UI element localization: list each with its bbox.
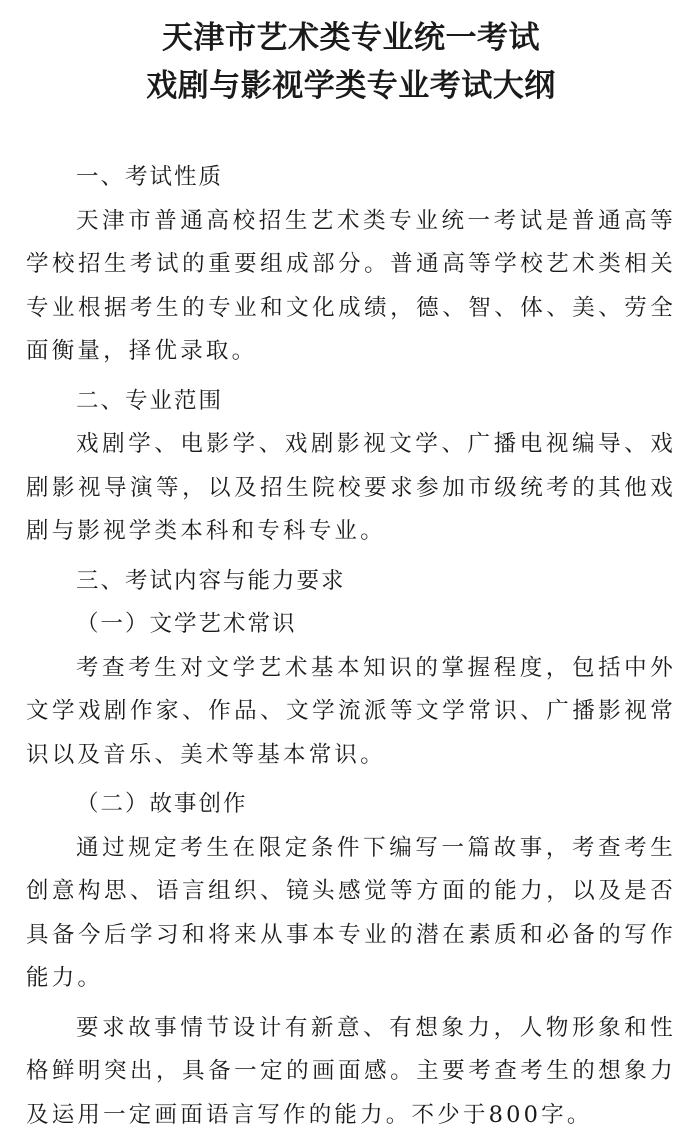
paragraph-literature: 考查考生对文学艺术基本知识的掌握程度，包括中外文学戏剧作家、作品、文学流派等文学常识、广播影视常识以及音乐、美术等基本常识。 [26, 647, 676, 778]
section-heading-content: 三、考试内容与能力要求 [26, 560, 676, 604]
paragraph-story-1: 通过规定考生在限定条件下编写一篇故事，考查考生创意构思、语言组织、镜头感觉等方面的能力，以及是否具备今后学习和将来从事本专业的潜在素质和必备的写作能力。 [26, 827, 676, 1001]
section-heading-nature: 一、考试性质 [26, 156, 676, 200]
paragraph-nature: 天津市普通高校招生艺术类专业统一考试是普通高等学校招生考试的重要组成部分。普通高等学校艺术类相关专业根据考生的专业和文化成绩，德、智、体、美、劳全面衡量，择优录取。 [26, 200, 676, 374]
paragraph-story-2: 要求故事情节设计有新意、有想象力，人物形象和性格鲜明突出，具备一定的画面感。主要考查考生的想象力及运用一定画面语言写作的能力。不少于800字。 [26, 1007, 676, 1137]
document-body [26, 156, 676, 1137]
title-line-2: 戏剧与影视学类专业考试大纲 [26, 62, 676, 110]
document-title [26, 14, 676, 110]
section-heading-scope: 二、专业范围 [26, 380, 676, 424]
paragraph-scope: 戏剧学、电影学、戏剧影视文学、广播电视编导、戏剧影视导演等，以及招生院校要求参加市级统考的其他戏剧与影视学类本科和专科专业。 [26, 423, 676, 554]
subsection-heading-story: （二）故事创作 [26, 783, 676, 827]
subsection-heading-literature: （一）文学艺术常识 [26, 603, 676, 647]
title-line-1: 天津市艺术类专业统一考试 [26, 14, 676, 62]
